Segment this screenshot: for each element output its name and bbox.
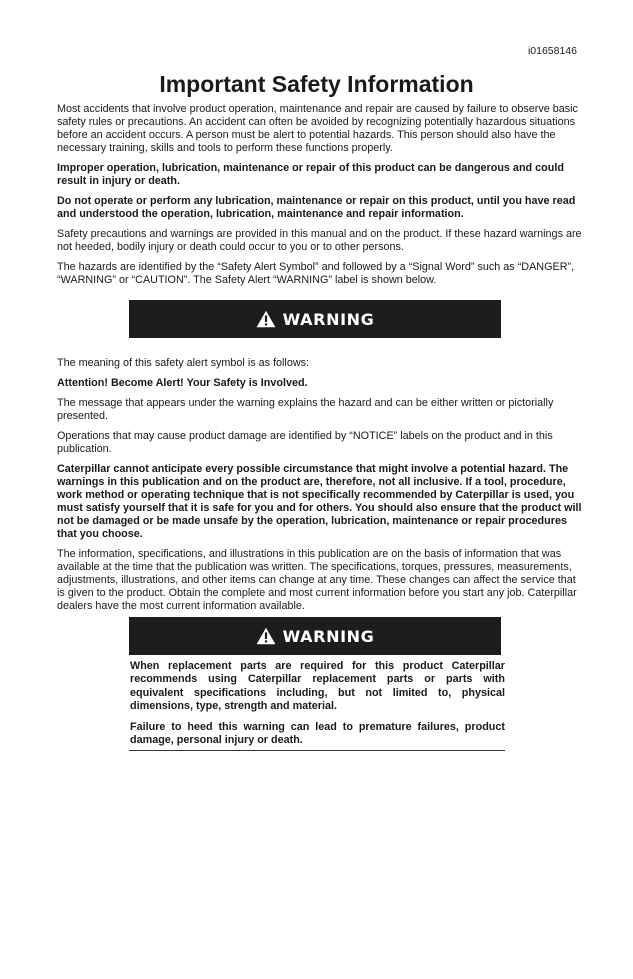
caterpillar-disclaimer: Caterpillar cannot anticipate every possible circumstance that might involve a potential hazard. The warnings in this publication and on the product are, therefore, not all inclusive. If a tool, procedure, work method or operating technique that is not specifically recommended by Caterpillar is used, you must satisfy yourself that it is safe for you and for others. You should also ensure that the product will not be damaged or be made unsafe by the operation, lubrication, maintenance or repair procedures that you choose. bbox=[57, 463, 582, 540]
warning-label-sample bbox=[129, 300, 501, 338]
meaning-paragraph: The meaning of this safety alert symbol is as follows: bbox=[57, 357, 310, 369]
notice-paragraph: Operations that may cause product damage are identified by “NOTICE” labels on the product and in this publication. bbox=[57, 430, 553, 455]
safety-alert-triangle-icon bbox=[256, 310, 276, 328]
intro-paragraph: Most accidents that involve product operation, maintenance and repair are caused by failure to observe basic safety rules or precautions. An accident can often be avoided by recognizing potentially hazardous situations before an accident occurs. A person must be alert to potential hazards. This person should also have the necessary training, skills and tools to perform these functions properly. bbox=[57, 103, 578, 154]
warning-label-text: WARNING bbox=[282, 309, 375, 329]
precautions-paragraph: Safety precautions and warnings are provided in this manual and on the product. If these hazard warnings are not heeded, bodily injury or death could occur to you or to other persons. bbox=[57, 228, 582, 253]
details-section bbox=[57, 357, 583, 620]
failure-warning: Failure to heed this warning can lead to premature failures, product damage, personal injury or death. bbox=[130, 721, 505, 747]
warning-box-body bbox=[130, 660, 505, 756]
read-first-statement: Do not operate or perform any lubrication, maintenance or repair on this product, until you have read and understood the operation, lubrication, maintenance and repair information. bbox=[57, 195, 576, 220]
information-paragraph: The information, specifications, and illustrations in this publication are on the basis of information that was available at the time that the publication was written. The specifications, torques, pressures, measurements, adjustments, illustrations, and other items can change at any time. These changes can affect the service that is given to the product. Obtain the complete and most current information before you start any job. Caterpillar dealers have the most current information available. bbox=[57, 548, 577, 612]
document-id: i01658146 bbox=[527, 45, 577, 57]
attention-statement: Attention! Become Alert! Your Safety is Involved. bbox=[57, 377, 308, 389]
warning-box-label: WARNING bbox=[282, 626, 375, 646]
danger-statement: Improper operation, lubrication, maintenance or repair of this product can be dangerous and could result in injury or death. bbox=[57, 162, 564, 187]
hazards-paragraph: The hazards are identified by the “Safety Alert Symbol” and followed by a “Signal Word” such as “DANGER”, “WARNING” or “CAUTION”. The Safety Alert “WARNING” label is shown below. bbox=[57, 261, 575, 286]
warning-box-divider bbox=[129, 750, 505, 751]
message-paragraph: The message that appears under the warning explains the hazard and can be either written or pictorially presented. bbox=[57, 397, 554, 422]
page-title: Important Safety Information bbox=[159, 71, 474, 97]
intro-section bbox=[57, 103, 583, 294]
warning-box-header bbox=[129, 617, 501, 655]
replacement-parts-warning: When replacement parts are required for this product Caterpillar recommends using Caterpillar replacement parts or parts with equivalent specifications including, but not limited to, physical dimensions, type, strength and material. bbox=[130, 660, 505, 712]
safety-alert-triangle-icon bbox=[256, 627, 276, 645]
